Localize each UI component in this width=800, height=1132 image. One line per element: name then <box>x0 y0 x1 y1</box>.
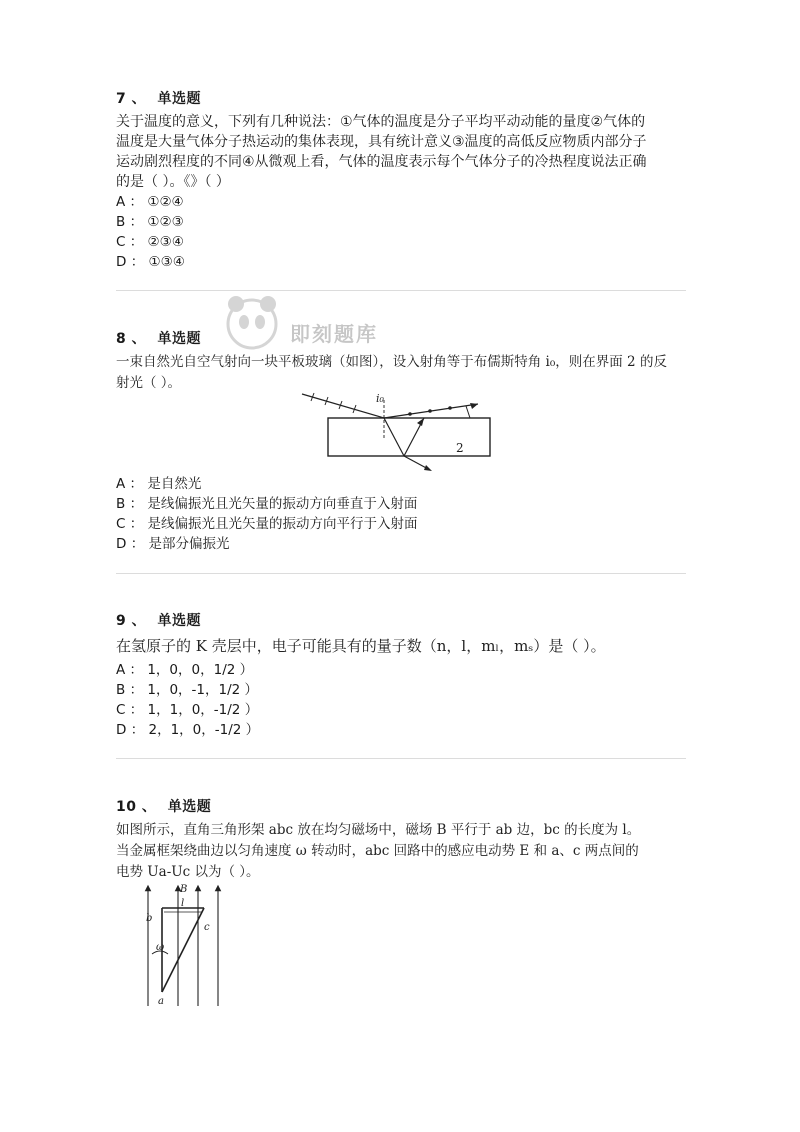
option-key: D <box>116 536 127 552</box>
question-8-header <box>116 328 201 348</box>
option-text: 是自然光 <box>147 476 202 492</box>
option-text: ①③④ <box>148 254 185 270</box>
option-key: C <box>116 702 126 718</box>
stem-line: 的是（ ）。《》（ ） <box>116 174 230 190</box>
option-c[interactable] <box>116 700 258 720</box>
option-text: 2，1，0，-1/2 ） <box>148 722 260 738</box>
label-c: c <box>204 922 210 933</box>
option-key: A <box>116 662 126 678</box>
option-key: B <box>116 214 126 230</box>
question-10-stem <box>116 820 686 883</box>
triangle-frame-figure <box>138 880 228 1008</box>
question-7-header <box>116 88 201 108</box>
question-9-stem <box>116 636 686 657</box>
option-key: C <box>116 516 126 532</box>
option-colon: ： <box>129 662 144 678</box>
label-a: a <box>158 996 164 1007</box>
stem-line: 当金属框架绕曲边以匀角速度 ω 转动时，abc 回路中的感应电动势 E 和 a、c 两点间的 <box>116 843 639 859</box>
option-b[interactable] <box>116 680 258 700</box>
option-b[interactable] <box>116 494 417 514</box>
option-text: 是部分偏振光 <box>148 536 230 552</box>
question-10-header <box>116 796 211 816</box>
option-text: 是线偏振光且光矢量的振动方向平行于入射面 <box>147 516 418 532</box>
figure-angle-label: i₀ <box>376 392 384 405</box>
stem-line: 射光（ ）。 <box>116 375 182 391</box>
question-type: 单选题 <box>157 613 201 629</box>
question-number: 7 <box>116 91 127 107</box>
option-text: ①②④ <box>147 194 184 210</box>
figure-interface-label: 2 <box>456 441 464 455</box>
option-d[interactable] <box>116 534 230 554</box>
option-key: C <box>116 234 126 250</box>
option-colon: ： <box>130 536 145 552</box>
stem-line: 在氢原子的 K 壳层中，电子可能具有的量子数（n，l，mₗ，mₛ）是（ ）。 <box>116 637 606 655</box>
question-type: 单选题 <box>157 331 201 347</box>
option-colon: ： <box>129 234 144 250</box>
question-number: 10 <box>116 799 137 815</box>
option-a[interactable] <box>116 192 184 212</box>
question-number: 8 <box>116 331 127 347</box>
option-text: ①②③ <box>147 214 184 230</box>
option-key: D <box>116 722 127 738</box>
label-omega: ω <box>156 942 165 953</box>
question-9-header <box>116 610 201 630</box>
option-colon: ： <box>129 682 144 698</box>
option-a[interactable] <box>116 474 201 494</box>
option-text: ②③④ <box>147 234 184 250</box>
option-key: B <box>116 682 126 698</box>
option-c[interactable] <box>116 232 184 252</box>
option-colon: ： <box>129 194 144 210</box>
glass-plate-figure <box>300 390 496 474</box>
option-colon: ： <box>129 496 144 512</box>
option-colon: ： <box>129 476 144 492</box>
option-text: 1，0，0，1/2 ） <box>147 662 254 678</box>
question-number: 9 <box>116 613 127 629</box>
watermark-text: 即刻题库 <box>290 322 378 346</box>
option-colon: ： <box>130 722 145 738</box>
option-colon: ： <box>129 702 144 718</box>
divider <box>116 573 686 574</box>
option-a[interactable] <box>116 660 253 680</box>
option-colon: ： <box>130 254 145 270</box>
option-key: B <box>116 496 126 512</box>
stem-line: 电势 Ua-Uc 以为（ ）。 <box>116 864 260 880</box>
stem-line: 关于温度的意义，下列有几种说法：①气体的温度是分子平均平动动能的量度②气体的 <box>116 114 646 130</box>
option-colon: ： <box>129 516 144 532</box>
option-key: A <box>116 194 126 210</box>
label-l: l <box>181 898 185 909</box>
option-key: A <box>116 476 126 492</box>
question-separator: 、 <box>131 331 147 347</box>
label-B: B <box>180 884 188 895</box>
option-key: D <box>116 254 127 270</box>
option-text: 1，0，-1，1/2 ） <box>147 682 259 698</box>
option-d[interactable] <box>116 252 185 272</box>
question-7-stem <box>116 112 686 192</box>
stem-line: 如图所示，直角三角形架 abc 放在均匀磁场中，磁场 B 平行于 ab 边，bc 的长度为 l。 <box>116 822 641 838</box>
question-separator: 、 <box>141 799 157 815</box>
stem-line: 温度是大量气体分子热运动的集体表现，具有统计意义③温度的高低反应物质内部分子 <box>116 134 647 150</box>
option-b[interactable] <box>116 212 184 232</box>
question-separator: 、 <box>131 613 147 629</box>
question-separator: 、 <box>131 91 147 107</box>
label-b: b <box>146 913 153 924</box>
divider <box>116 758 686 759</box>
option-d[interactable] <box>116 720 259 740</box>
option-text: 1，1，0，-1/2 ） <box>147 702 259 718</box>
stem-line: 一束自然光自空气射向一块平板玻璃（如图），设入射角等于布儒斯特角 i₀，则在界面 2 的反 <box>116 354 667 370</box>
question-type: 单选题 <box>167 799 212 815</box>
stem-line: 运动剧烈程度的不同④从微观上看，气体的温度表示每个气体分子的冷热程度说法正确 <box>116 154 647 170</box>
option-colon: ： <box>129 214 144 230</box>
option-c[interactable] <box>116 514 418 534</box>
question-type: 单选题 <box>157 91 201 107</box>
question-8-stem <box>116 352 686 394</box>
option-text: 是线偏振光且光矢量的振动方向垂直于入射面 <box>147 496 418 512</box>
